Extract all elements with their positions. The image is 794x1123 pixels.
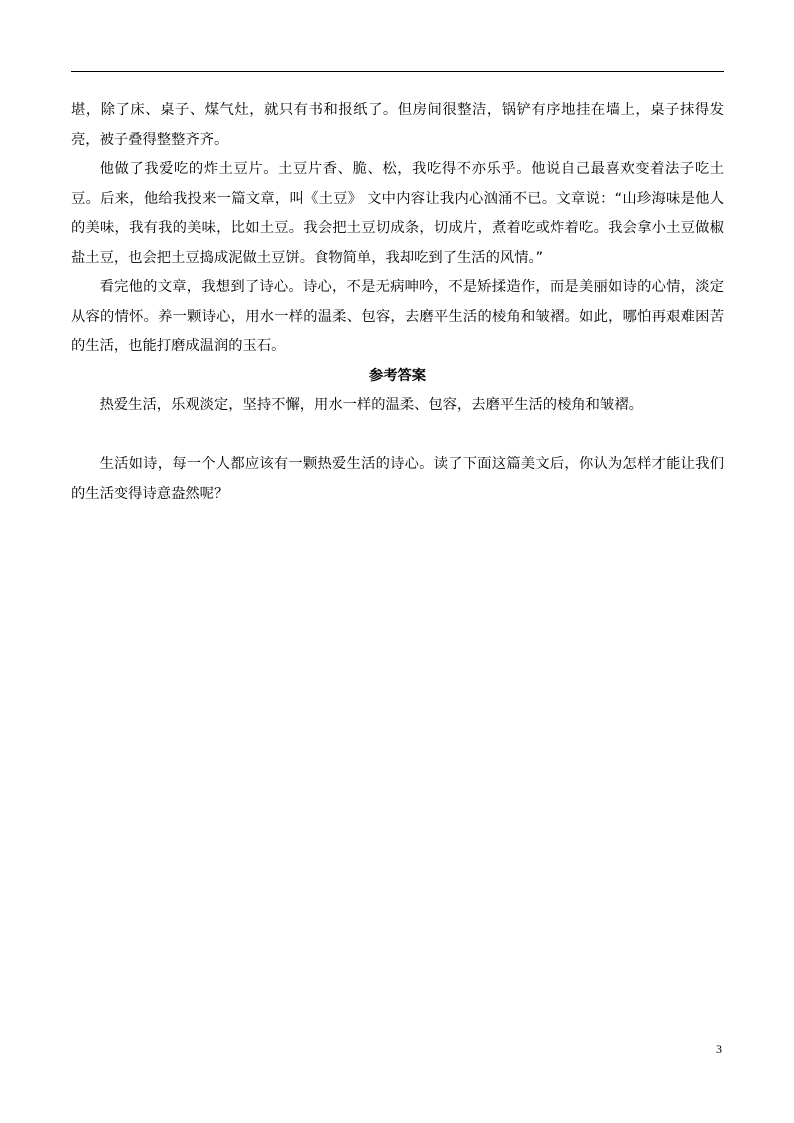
header-rule	[71, 71, 724, 72]
section-spacer	[71, 421, 724, 451]
page-number: 3	[716, 1042, 722, 1056]
answer-heading: 参考答案	[368, 367, 427, 384]
paragraph-potato: 他做了我爱吃的炸土豆片。土豆片香、脆、松，我吃得不亦乐乎。他说自己最喜欢变着法子吃土豆。后来，他给我投来一篇文章，叫《土豆》 文中内容让我内心汹涌不已。文章说：“山珍海味是他人的美味，我有我的美味，比如土豆。我会把土豆切成条，切成片，煮着吃或炸着吃。我会拿小土豆做椒盐土豆，也会把土豆捣成泥做土豆饼。食物简单，我却吃到了生活的风情。”	[71, 161, 724, 266]
answer-text: 热爱生活，乐观淡定，坚持不懈，用水一样的温柔、包容，去磨平生活的棱角和皱褶。	[99, 397, 643, 413]
paragraph-poetic-heart: 看完他的文章，我想到了诗心。诗心，不是无病呻吟，不是矫揉造作，而是美丽如诗的心情，淡定从容的情怀。养一颗诗心，用水一样的温柔、包容，去磨平生活的棱角和皱褶。如此，哪怕再艰难困苦的生活，也能打磨成温润的玉石。	[71, 279, 724, 354]
document-body	[71, 96, 724, 509]
question-text: 生活如诗，每一个人都应该有一颗热爱生活的诗心。读了下面这篇美文后，你认为怎样才能让我们的生活变得诗意盎然呢？	[71, 456, 724, 502]
paragraph-continued: 堪，除了床、桌子、煤气灶，就只有书和报纸了。但房间很整洁，锅铲有序地挂在墙上，桌子抹得发亮，被子叠得整整齐齐。	[71, 102, 724, 148]
